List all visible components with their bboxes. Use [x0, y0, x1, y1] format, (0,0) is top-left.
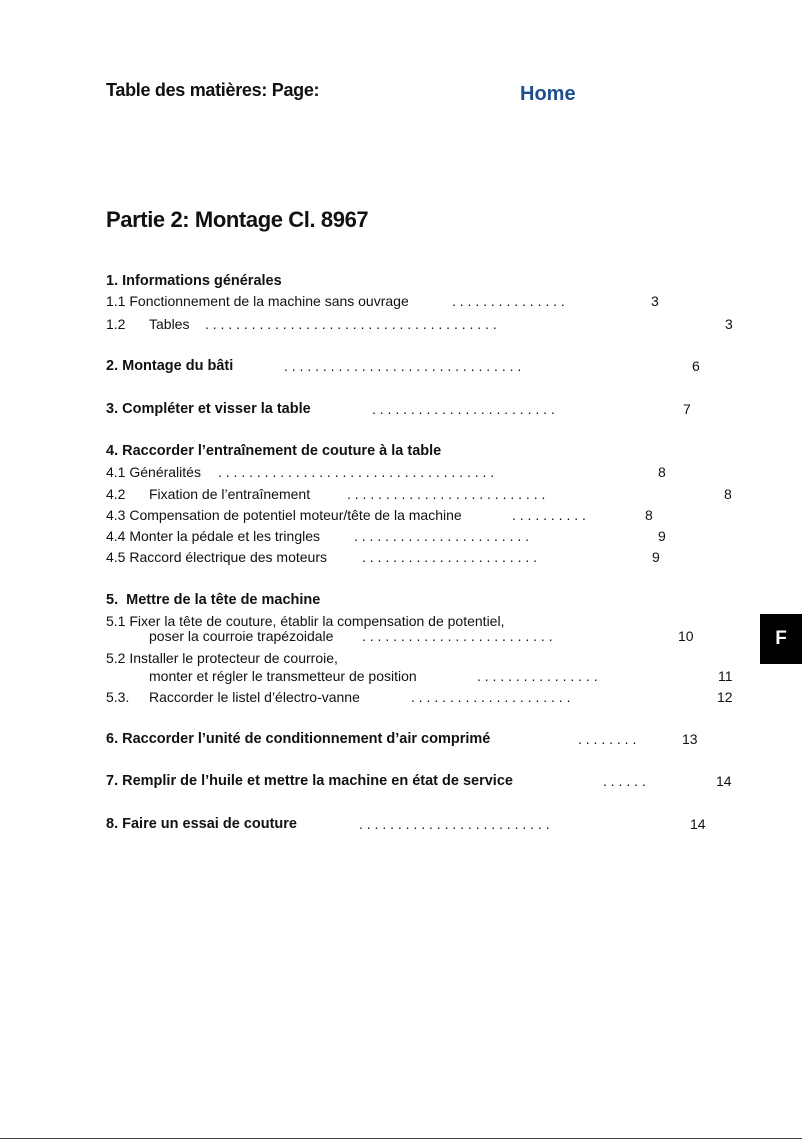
- toc-entry-4-2-number: 4.2: [106, 486, 126, 502]
- toc-leader-dots: . . . . . . . . . . . . . . . . . . . . . . .: [362, 549, 538, 565]
- toc-page-number[interactable]: 12: [717, 689, 733, 705]
- toc-entry-5-1-continued[interactable]: poser la courroie trapézoidale: [149, 628, 334, 644]
- toc-section-7-title[interactable]: 7. Remplir de l’huile et mettre la machine en état de service: [106, 773, 513, 789]
- toc-page-number[interactable]: 8: [658, 464, 666, 480]
- toc-entry-4-3[interactable]: 4.3 Compensation de potentiel moteur/tête de la machine: [106, 507, 462, 523]
- toc-page-number[interactable]: 8: [724, 486, 732, 502]
- part-title: Partie 2: Montage Cl. 8967: [106, 207, 369, 232]
- toc-section-4-title[interactable]: 4. Raccorder l’entraînement de couture à la table: [106, 443, 442, 459]
- toc-entry-5-1[interactable]: 5.1 Fixer la tête de couture, établir la compensation de potentiel,: [106, 613, 505, 629]
- toc-entry-4-1[interactable]: 4.1 Généralités: [106, 464, 201, 480]
- toc-section-6-title[interactable]: 6. Raccorder l’unité de conditionnement d’air comprimé: [106, 731, 491, 747]
- toc-entry-5-2[interactable]: 5.2 Installer le protecteur de courroie,: [106, 650, 338, 666]
- toc-entry-4-5[interactable]: 4.5 Raccord électrique des moteurs: [106, 549, 327, 565]
- toc-entry-1-2-number: 1.2: [106, 316, 126, 332]
- toc-entry-1-2[interactable]: Tables: [149, 316, 190, 332]
- bottom-divider: [0, 1138, 802, 1139]
- toc-leader-dots: . . . . . . . .: [578, 731, 637, 747]
- toc-page-number[interactable]: 7: [683, 401, 691, 417]
- toc-section-1-title[interactable]: 1. Informations générales: [106, 273, 282, 289]
- toc-page-number[interactable]: 14: [690, 816, 706, 832]
- toc-page-number[interactable]: 14: [716, 773, 732, 789]
- toc-header-label: Table des matières: Page:: [106, 80, 320, 100]
- toc-leader-dots: . . . . . . . . . .: [512, 507, 586, 523]
- toc-leader-dots: . . . . . . . . . . . . . . . . . . . . . . . . .: [362, 628, 553, 644]
- language-tab-f: F: [760, 614, 802, 664]
- toc-section-3-title[interactable]: 3. Compléter et visser la table: [106, 401, 311, 417]
- toc-section-2-title[interactable]: 2. Montage du bâti: [106, 358, 234, 374]
- toc-leader-dots: . . . . . . . . . . . . . . . . . . . . . . . .: [372, 401, 555, 417]
- toc-leader-dots: . . . . . . . . . . . . . . . . . . . . . . . . . .: [347, 486, 546, 502]
- toc-entry-5-2-continued[interactable]: monter et régler le transmetteur de position: [149, 668, 417, 684]
- toc-page-number[interactable]: 6: [692, 358, 700, 374]
- toc-section-5-title[interactable]: 5. Mettre de la tête de machine: [106, 592, 321, 608]
- toc-entry-4-4[interactable]: 4.4 Monter la pédale et les tringles: [106, 528, 321, 544]
- toc-entry-5-3[interactable]: Raccorder le listel d’électro-vanne: [149, 689, 360, 705]
- toc-page-number[interactable]: 3: [651, 293, 659, 309]
- toc-entry-5-3-number: 5.3.: [106, 689, 130, 705]
- toc-leader-dots: . . . . . . . . . . . . . . . . . . . . .: [411, 689, 571, 705]
- toc-leader-dots: . . . . . . . . . . . . . . . . . . . . . . . . .: [359, 816, 550, 832]
- toc-leader-dots: . . . . . . . . . . . . . . .: [452, 293, 565, 309]
- toc-page-number[interactable]: 9: [658, 528, 666, 544]
- toc-leader-dots: . . . . . . . . . . . . . . . . . . . . . . . . . . . . . . . . . . . .: [218, 464, 495, 480]
- toc-page-number[interactable]: 8: [645, 507, 653, 523]
- toc-leader-dots: . . . . . .: [603, 773, 646, 789]
- toc-leader-dots: . . . . . . . . . . . . . . . . . . . . . . . . . . . . . . .: [284, 358, 522, 374]
- toc-page-number[interactable]: 11: [718, 668, 733, 684]
- toc-entry-1-1[interactable]: 1.1 Fonctionnement de la machine sans ouvrage: [106, 293, 409, 309]
- toc-section-8-title[interactable]: 8. Faire un essai de couture: [106, 816, 297, 832]
- toc-page-number[interactable]: 10: [678, 628, 694, 644]
- toc-leader-dots: . . . . . . . . . . . . . . . . . . . . . . . . . . . . . . . . . . . . . .: [205, 316, 497, 332]
- toc-leader-dots: . . . . . . . . . . . . . . . .: [477, 668, 598, 684]
- toc-entry-4-2[interactable]: Fixation de l’entraînement: [149, 486, 311, 502]
- toc-leader-dots: . . . . . . . . . . . . . . . . . . . . . . .: [354, 528, 530, 544]
- toc-page-number[interactable]: 3: [725, 316, 733, 332]
- home-link[interactable]: Home: [520, 83, 576, 105]
- toc-page-number[interactable]: 13: [682, 731, 698, 747]
- toc-page-number[interactable]: 9: [652, 549, 660, 565]
